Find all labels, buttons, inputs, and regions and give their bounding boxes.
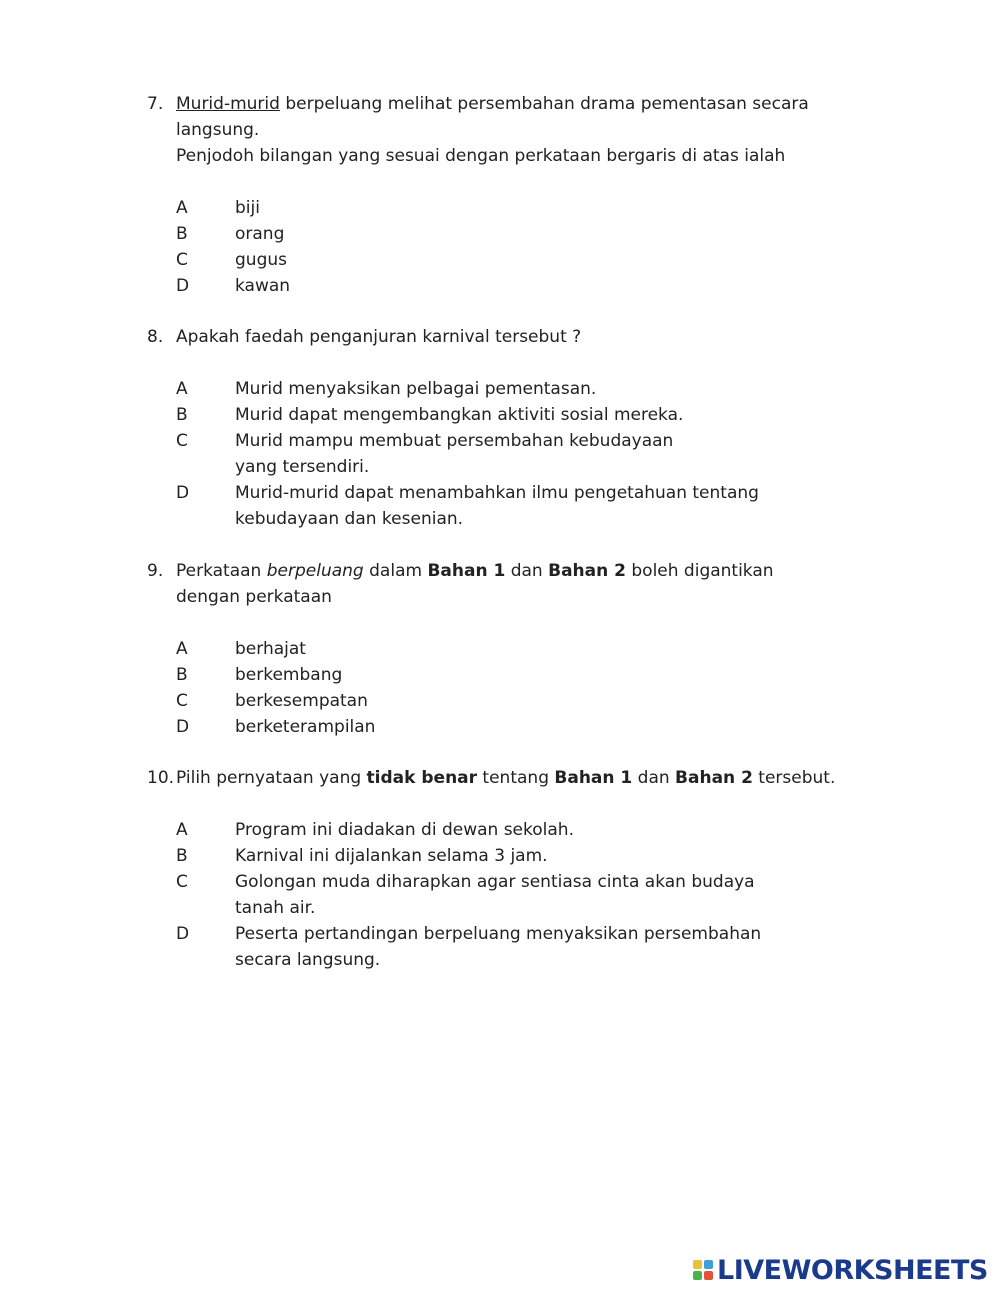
question-number: 8.	[147, 327, 164, 347]
option-b[interactable]	[176, 843, 847, 869]
option-c[interactable]	[176, 247, 847, 273]
option-d[interactable]	[176, 480, 765, 532]
stem-text: Pilih pernyataan yang	[176, 768, 367, 788]
option-a[interactable]	[176, 636, 847, 662]
stem-text: dan	[505, 561, 549, 581]
stem-text: tersebut.	[752, 768, 836, 788]
stem-text: dan	[632, 768, 676, 788]
option-d[interactable]	[176, 273, 847, 299]
option-letter: A	[176, 198, 188, 218]
question-stem	[176, 91, 847, 169]
option-letter: D	[176, 924, 190, 944]
option-text: gugus	[235, 250, 287, 270]
options-list	[176, 195, 847, 299]
option-letter: A	[176, 820, 188, 840]
options-list	[176, 817, 847, 973]
option-letter: B	[176, 224, 188, 244]
option-letter: D	[176, 483, 190, 503]
question-7	[147, 91, 847, 299]
bold-reference: Bahan 2	[675, 768, 753, 788]
bold-reference: Bahan 2	[548, 561, 626, 581]
option-text: orang	[235, 224, 285, 244]
bold-reference: Bahan 1	[554, 768, 633, 788]
option-text: Murid menyaksikan pelbagai pementasan.	[235, 379, 597, 399]
option-text: Peserta pertandingan berpeluang menyaksikan persembahan secara langsung.	[235, 924, 762, 970]
option-c[interactable]	[176, 688, 847, 714]
bold-reference: Bahan 1	[427, 561, 506, 581]
option-text: berkembang	[235, 665, 343, 685]
option-text: Karnival ini dijalankan selama 3 jam.	[235, 846, 548, 866]
bold-phrase: tidak benar	[366, 768, 478, 788]
option-letter: C	[176, 431, 188, 451]
option-letter: A	[176, 639, 188, 659]
stem-text: berpeluang melihat persembahan drama pementasan secara langsung.	[176, 94, 809, 140]
question-stem	[176, 324, 847, 350]
option-letter: B	[176, 405, 188, 425]
option-b[interactable]	[176, 402, 847, 428]
logo-tile-icon	[693, 1271, 702, 1280]
option-text: berkesempatan	[235, 691, 368, 711]
option-c[interactable]	[176, 869, 775, 921]
option-text: Program ini diadakan di dewan sekolah.	[235, 820, 574, 840]
question-stem	[176, 765, 847, 791]
option-text: berketerampilan	[235, 717, 376, 737]
option-letter: A	[176, 379, 188, 399]
options-list	[176, 636, 847, 740]
logo-tile-icon	[704, 1271, 713, 1280]
logo-mark-icon	[693, 1260, 713, 1280]
option-letter: B	[176, 846, 188, 866]
question-number: 7.	[147, 94, 164, 114]
option-letter: D	[176, 276, 190, 296]
stem-text: Perkataan	[176, 561, 267, 581]
option-text: Murid mampu membuat persembahan kebudayaan yang tersendiri.	[235, 431, 674, 477]
option-b[interactable]	[176, 221, 847, 247]
option-text: biji	[235, 198, 260, 218]
option-letter: C	[176, 250, 188, 270]
liveworksheets-logo	[693, 1255, 988, 1285]
option-letter: B	[176, 665, 188, 685]
options-list	[176, 376, 847, 532]
option-text: Golongan muda diharapkan agar sentiasa cinta akan budaya tanah air.	[235, 872, 755, 918]
stem-line-2: Penjodoh bilangan yang sesuai dengan perkataan bergaris di atas ialah	[176, 146, 786, 166]
stem-text: dalam	[363, 561, 428, 581]
logo-tile-icon	[704, 1260, 713, 1269]
option-text: berhajat	[235, 639, 306, 659]
option-a[interactable]	[176, 817, 847, 843]
question-8	[147, 324, 847, 532]
underlined-word: Murid-murid	[176, 94, 280, 114]
logo-tile-icon	[693, 1260, 702, 1269]
question-number: 10.	[147, 768, 175, 788]
stem-text: boleh digantikan dengan perkataan	[176, 561, 774, 607]
option-letter: C	[176, 691, 188, 711]
option-text: Murid-murid dapat menambahkan ilmu pengetahuan tentang kebudayaan dan kesenian.	[235, 483, 759, 529]
question-10	[147, 765, 847, 973]
stem-text: Apakah faedah penganjuran karnival tersebut ?	[176, 327, 582, 347]
question-number: 9.	[147, 561, 164, 581]
option-text: kawan	[235, 276, 291, 296]
option-d[interactable]	[176, 714, 847, 740]
stem-text: tentang	[477, 768, 555, 788]
option-c[interactable]	[176, 428, 715, 480]
italic-word: berpeluang	[266, 561, 364, 581]
option-a[interactable]	[176, 195, 847, 221]
option-b[interactable]	[176, 662, 847, 688]
option-a[interactable]	[176, 376, 847, 402]
option-text: Murid dapat mengembangkan aktiviti sosial mereka.	[235, 405, 684, 425]
option-d[interactable]	[176, 921, 775, 973]
logo-text: LIVEWORKSHEETS	[717, 1254, 988, 1286]
option-letter: C	[176, 872, 188, 892]
question-stem	[176, 558, 826, 610]
option-letter: D	[176, 717, 190, 737]
question-9	[147, 558, 847, 740]
